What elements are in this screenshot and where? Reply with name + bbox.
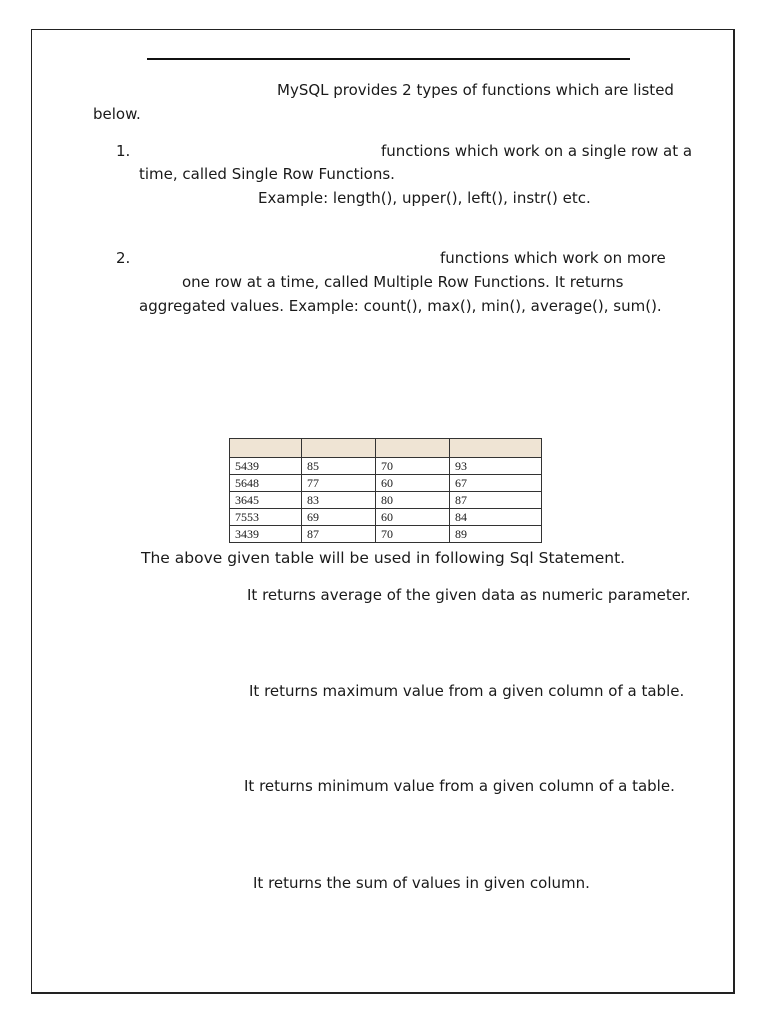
- table-cell: 60: [376, 509, 450, 526]
- sum-description: It returns the sum of values in given column.: [253, 874, 590, 892]
- item-2-example: aggregated values. Example: count(), max(), min(), average(), sum().: [139, 297, 662, 315]
- table-row: [230, 458, 542, 475]
- table-header-cell: [376, 439, 450, 458]
- intro-line-2: below.: [93, 105, 141, 123]
- table-cell: 69: [302, 509, 376, 526]
- table-cell: 80: [376, 492, 450, 509]
- table-cell: 7553: [230, 509, 302, 526]
- table-cell: 5439: [230, 458, 302, 475]
- table-cell: 67: [450, 475, 542, 492]
- table-cell: 77: [302, 475, 376, 492]
- item-2-number: 2.: [116, 249, 131, 267]
- item-2-line-1: functions which work on more: [440, 249, 666, 267]
- table-cell: 60: [376, 475, 450, 492]
- marks-table: [229, 438, 542, 543]
- table-cell: 93: [450, 458, 542, 475]
- item-1-number: 1.: [116, 142, 131, 160]
- table-cell: 3645: [230, 492, 302, 509]
- item-1-line-1: functions which work on a single row at a: [381, 142, 693, 160]
- table-row: [230, 492, 542, 509]
- table-header-row: [230, 439, 542, 458]
- table-cell: 85: [302, 458, 376, 475]
- table-header-cell: [302, 439, 376, 458]
- table-row: [230, 509, 542, 526]
- table-cell: 70: [376, 526, 450, 543]
- table-header-cell: [230, 439, 302, 458]
- table-header-cell: [450, 439, 542, 458]
- intro-line-1: MySQL provides 2 types of functions which are listed: [277, 81, 674, 99]
- table-caption: The above given table will be used in following Sql Statement.: [141, 549, 626, 567]
- table-row: [230, 475, 542, 492]
- table-cell: 5648: [230, 475, 302, 492]
- table-cell: 87: [450, 492, 542, 509]
- table-cell: 3439: [230, 526, 302, 543]
- table-row: [230, 526, 542, 543]
- table-cell: 84: [450, 509, 542, 526]
- item-1-example: Example: length(), upper(), left(), instr() etc.: [258, 189, 591, 207]
- table-cell: 70: [376, 458, 450, 475]
- item-2-line-2: one row at a time, called Multiple Row Functions. It returns: [182, 273, 624, 291]
- min-description: It returns minimum value from a given column of a table.: [244, 777, 675, 795]
- table-cell: 89: [450, 526, 542, 543]
- heading-rule: [147, 58, 630, 60]
- avg-description: It returns average of the given data as numeric parameter.: [247, 586, 691, 604]
- max-description: It returns maximum value from a given column of a table.: [249, 682, 685, 700]
- item-1-line-2: time, called Single Row Functions.: [139, 165, 395, 183]
- table-cell: 87: [302, 526, 376, 543]
- table-cell: 83: [302, 492, 376, 509]
